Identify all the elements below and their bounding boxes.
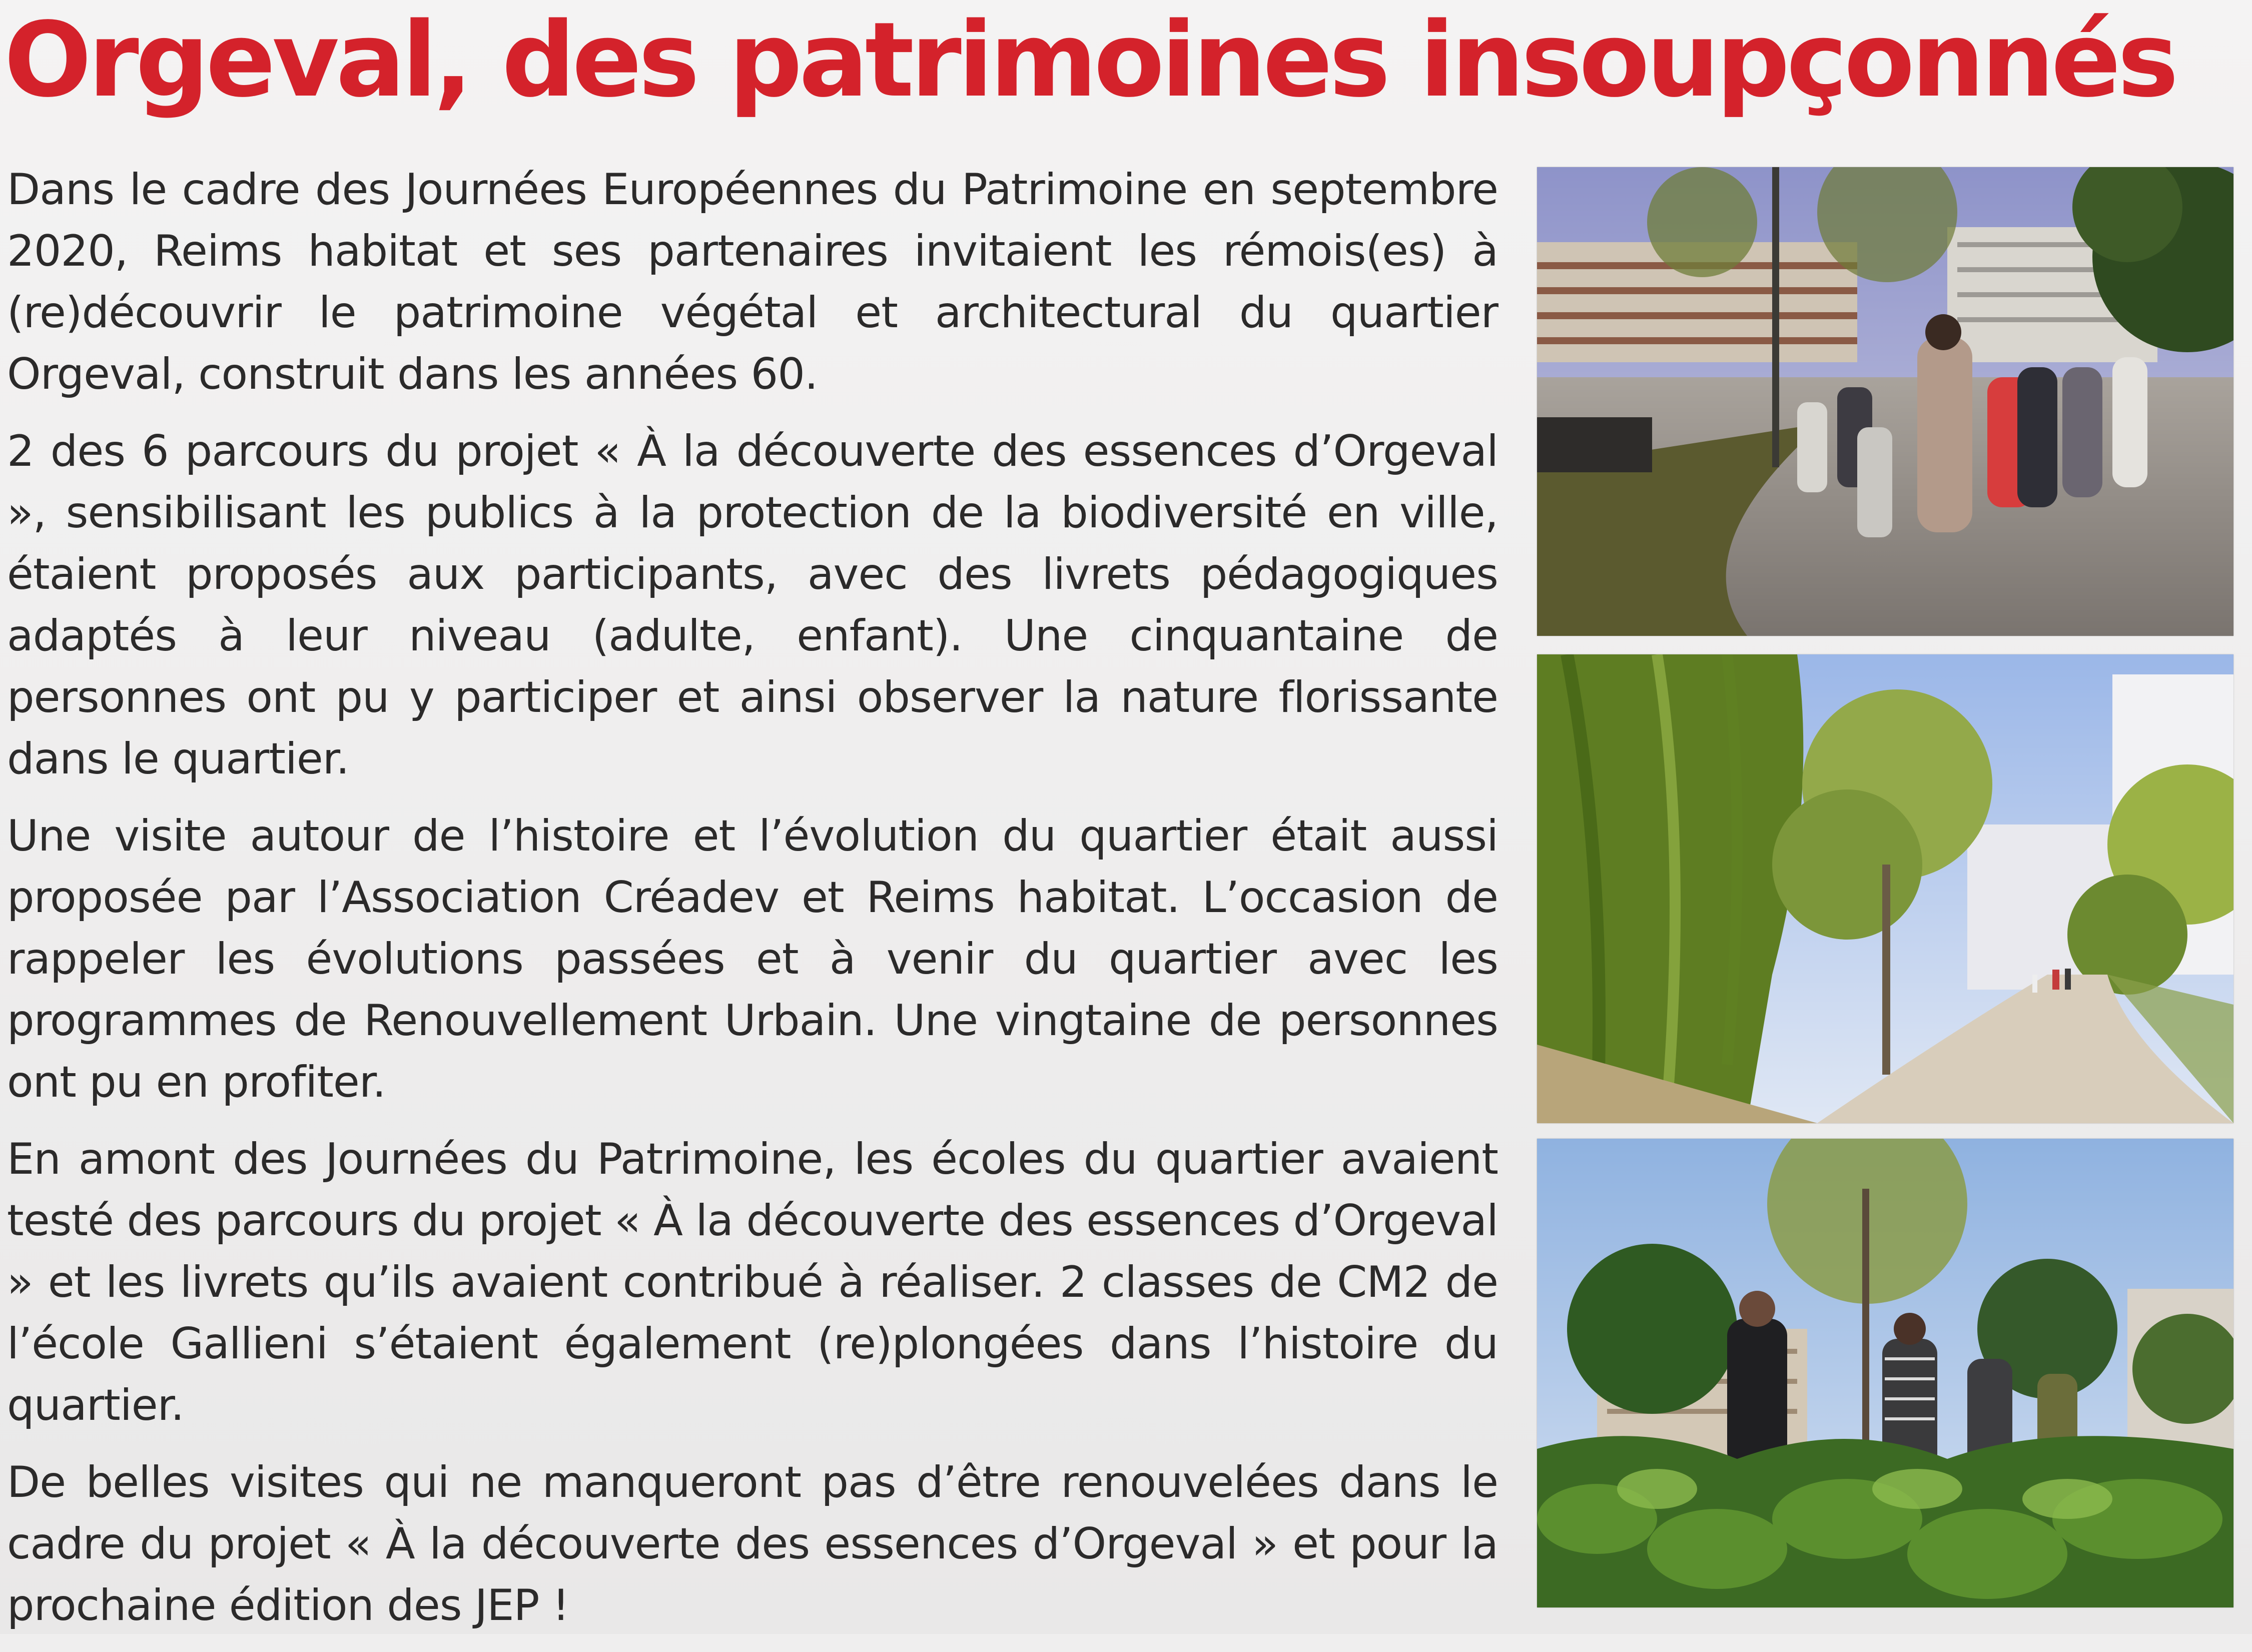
photo-garden-visit [1537,1139,2233,1607]
paragraph-4: En amont des Journées du Patrimoine, les écoles du quartier avaient testé des parcours du projet « À la découverte des essences d’Orgeval » et les livrets qu’ils avaient contribué à réaliser. 2 classes de CM2 de l’école Gallieni s’étaient également (re)plongées dans l’histoire du quartier. [7,1134,1498,1430]
paragraph-3: Une visite autour de l’histoire et l’évolution du quartier était aussi proposée par l’Association Créadev et Reims habitat. L’occasion de rappeler les évolutions passées et à venir du quartier avec les programmes de Renouvellement Urbain. Une vingtaine de personnes ont pu en profiter. [7,811,1498,1107]
paragraph-5: De belles visites qui ne manqueront pas d’être renouvelées dans le cadre du projet « À la découverte des essences d’Orgeval » et pour la prochaine édition des JEP ! [7,1457,1498,1630]
photo-group-on-path [1537,167,2233,636]
photo-park-path [1537,654,2233,1123]
photo-garden-visit-image [1537,1139,2233,1607]
photo-park-path-image [1537,654,2233,1123]
photo-group-on-path-image [1537,167,2233,636]
page-title: Orgeval, des patrimoines insoupçonnés [4,0,2175,120]
paragraph-2: 2 des 6 parcours du projet « À la découverte des essences d’Orgeval », sensibilisant les publics à la protection de la biodiversité en ville, étaient proposés aux participants, avec des livrets pédagogiques adaptés à leur niveau (adulte, enfant). Une cinquantaine de personnes ont pu y participer et ainsi observer la nature florissante dans le quartier. [7,426,1498,784]
paragraph-1: Dans le cadre des Journées Européennes du Patrimoine en septembre 2020, Reims habitat et ses partenaires invitaient les rémois(es) à (re)découvrir le patrimoine végétal et architectural du quartier Orgeval, construit dans les années 60. [7,165,1498,399]
article-body [7,159,1498,1652]
